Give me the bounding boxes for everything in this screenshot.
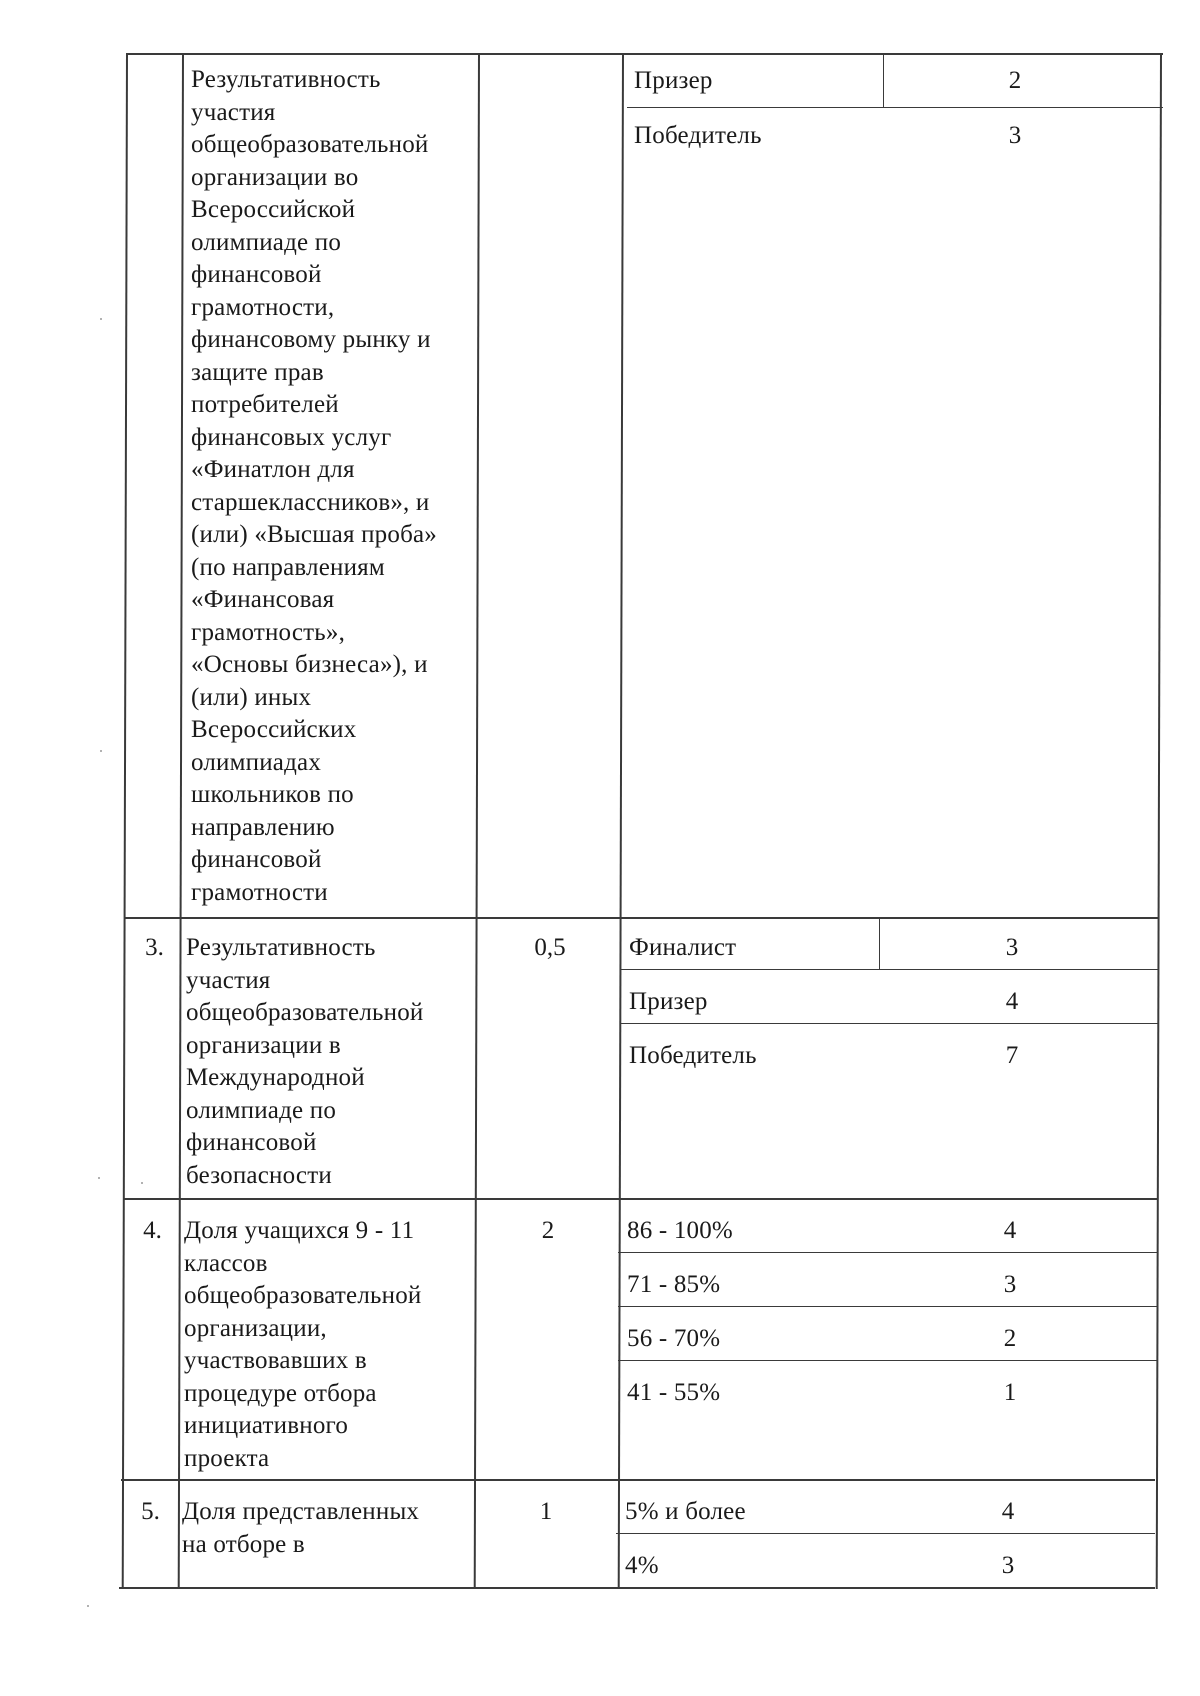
- table-top-border: [127, 53, 1163, 55]
- row-number: 5.: [141, 1498, 160, 1525]
- level-score: 3: [1008, 122, 1022, 149]
- level-score: 4: [1001, 1498, 1015, 1525]
- level-score: 3: [1003, 1271, 1017, 1298]
- level-label: 4%: [625, 1552, 659, 1579]
- level-label: 5% и более: [625, 1498, 746, 1525]
- row-divider: [627, 107, 1163, 108]
- column-divider: [883, 53, 884, 107]
- level-label: 71 - 85%: [627, 1271, 721, 1298]
- row-divider: [616, 1533, 1155, 1534]
- criterion-weight: 1: [539, 1498, 553, 1525]
- level-score: 2: [1003, 1325, 1017, 1352]
- scan-speck: [100, 750, 102, 752]
- level-label: Победитель: [634, 122, 762, 149]
- level-score: 1: [1003, 1379, 1017, 1406]
- row-number: 3.: [145, 934, 164, 961]
- level-score: 7: [1005, 1042, 1019, 1069]
- row-divider: [125, 917, 1159, 919]
- level-score: 3: [1005, 934, 1019, 961]
- column-divider: [879, 917, 880, 969]
- criterion-text: Доля представленных на отборе в: [182, 1498, 420, 1558]
- level-label: Победитель: [629, 1042, 757, 1069]
- scan-speck: [100, 318, 102, 320]
- level-score: 2: [1008, 67, 1022, 94]
- level-label: 86 - 100%: [627, 1217, 733, 1244]
- level-label: 56 - 70%: [627, 1325, 721, 1352]
- level-label: Финалист: [629, 934, 737, 961]
- scan-speck: [87, 1605, 89, 1607]
- level-label: Призер: [629, 988, 708, 1015]
- scan-speck: [98, 1177, 100, 1179]
- row-divider: [620, 969, 1159, 970]
- criterion-text: Результативность участия общеобразовательной организации во Всероссийской олимпиаде по финансовой грамотности, финансовому рынку и защите прав потребителей финансовых услуг «Финатлон для старшеклассников», и (или) «Высшая проба» (по направлениям «Финансовая грамотность», «Основы бизнеса»), и (или) иных Всероссийских олимпиадах школьников по направлению финансовой грамотности: [191, 66, 437, 906]
- criterion-text: Результативность участия общеобразовательной организации в Международной олимпиаде по финансовой безопасности: [186, 934, 424, 1189]
- table-left-border: [122, 53, 128, 1589]
- column-divider: [618, 53, 624, 1589]
- level-label: 41 - 55%: [627, 1379, 721, 1406]
- criterion-text: Доля учащихся 9 - 11 классов общеобразовательной организации, участвовавших в процедуре отбора инициативного проекта: [184, 1217, 422, 1472]
- row-number: 4.: [143, 1217, 162, 1244]
- row-divider: [123, 1198, 1157, 1200]
- table-bottom-border: [119, 1587, 1155, 1589]
- row-divider: [618, 1360, 1157, 1361]
- scan-speck: [141, 1182, 143, 1184]
- table-right-border: [1156, 53, 1162, 1589]
- row-divider: [620, 1023, 1159, 1024]
- row-divider: [121, 1479, 1155, 1481]
- row-divider: [618, 1252, 1157, 1253]
- row-divider: [618, 1306, 1157, 1307]
- criterion-weight: 2: [541, 1217, 555, 1244]
- level-score: 4: [1005, 988, 1019, 1015]
- criterion-weight: 0,5: [534, 934, 566, 961]
- level-score: 3: [1001, 1552, 1015, 1579]
- level-score: 4: [1003, 1217, 1017, 1244]
- column-divider: [474, 53, 480, 1589]
- level-label: Призер: [634, 67, 713, 94]
